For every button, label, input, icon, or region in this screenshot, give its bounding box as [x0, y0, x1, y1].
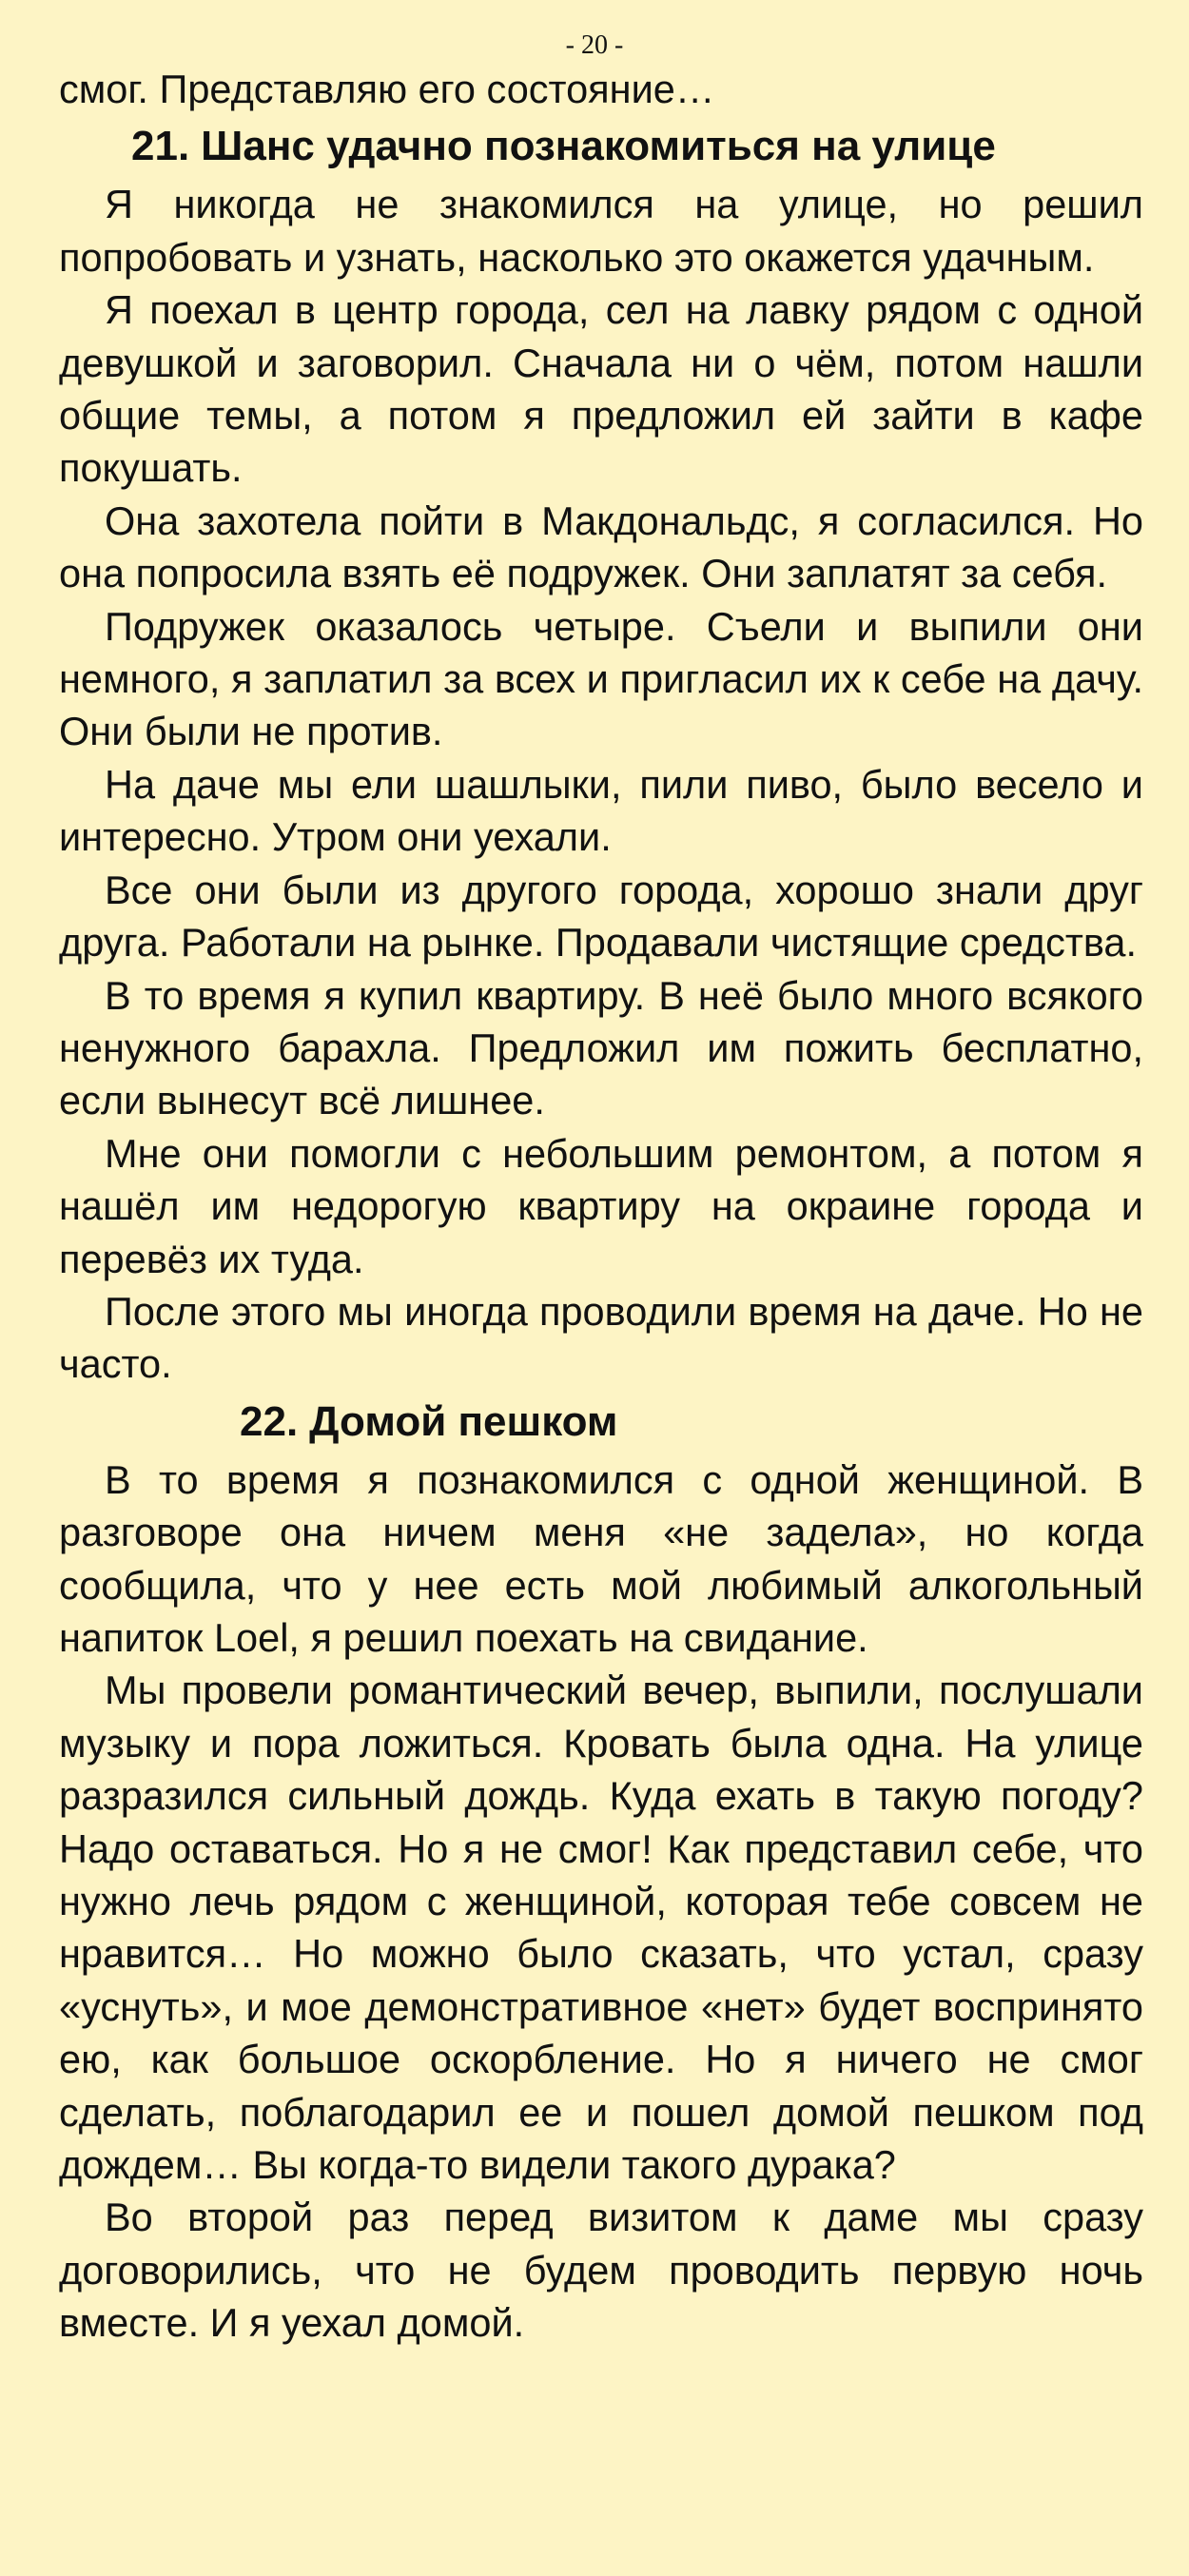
section-title: Шанс удачно познакомиться на улице	[201, 123, 996, 170]
section-title: Домой пешком	[309, 1397, 618, 1445]
paragraph: На даче мы ели шашлыки, пили пиво, было весело и интересно. Утром они уехали.	[59, 761, 1143, 860]
section-number: 21.	[131, 123, 190, 170]
section-heading-21	[59, 115, 1143, 178]
page-text	[59, 63, 1143, 2350]
section-number: 22.	[240, 1397, 299, 1445]
continuation-paragraph: смог. Представляю его состояние…	[59, 67, 715, 111]
paragraph: Мне они помогли с небольшим ремонтом, а потом я нашёл им недорогую квартиру на окраине города и перевёз их туда.	[59, 1130, 1143, 1281]
paragraph: Я поехал в центр города, сел на лавку рядом с одной девушкой и заговорил. Сначала ни о чём, потом нашли общие темы, а потом я предложил ей зайти в кафе покушать.	[59, 287, 1143, 491]
paragraph: Я никогда не знакомился на улице, но решил попробовать и узнать, насколько это окажется удачным.	[59, 182, 1143, 280]
paragraph: Она захотела пойти в Макдональдс, я согласился. Но она попросила взять её подружек. Они заплатят за себя.	[59, 498, 1143, 596]
paragraph: После этого мы иногда проводили время на даче. Но не часто.	[59, 1288, 1143, 1387]
paragraph: В то время я купил квартиру. В неё было много всякого ненужного барахла. Предложил им пожить бесплатно, если вынесут всё лишнее.	[59, 972, 1143, 1123]
paragraph: Подружек оказалось четыре. Съели и выпили они немного, я заплатил за всех и пригласил их к себе на дачу. Они были не против.	[59, 603, 1143, 754]
paragraph: В то время я познакомился с одной женщиной. В разговоре она ничем меня «не задела», но когда сообщила, что у нее есть мой любимый алкогольный напиток Loel, я решил поехать на свидание.	[59, 1456, 1143, 1660]
paragraph: Все они были из другого города, хорошо знали друг друга. Работали на рынке. Продавали чистящие средства.	[59, 867, 1143, 966]
section-heading-22	[59, 1391, 1143, 1454]
paragraph: Во второй раз перед визитом к даме мы сразу договорились, что не будем проводить первую ночь вместе. И я уехал домой.	[59, 2195, 1143, 2346]
paragraph: Мы провели романтический вечер, выпили, послушали музыку и пора ложиться. Кровать была одна. На улице разразился сильный дождь. Куда ехать в такую погоду? Надо оставаться. Но я не смог! Как представил себе, что нужно лечь рядом с женщиной, которая тебе совсем не нравится… Но можно было сказать, что устал, сразу «уснуть», и мое демонстративное «нет» будет воспринято ею, как большое оскорбление. Но я ничего не смог сделать, поблагодарил ее и пошел домой пешком под дождем… Вы когда-то видели такого дурака?	[59, 1668, 1143, 2188]
page-number: - 20 -	[565, 30, 624, 60]
